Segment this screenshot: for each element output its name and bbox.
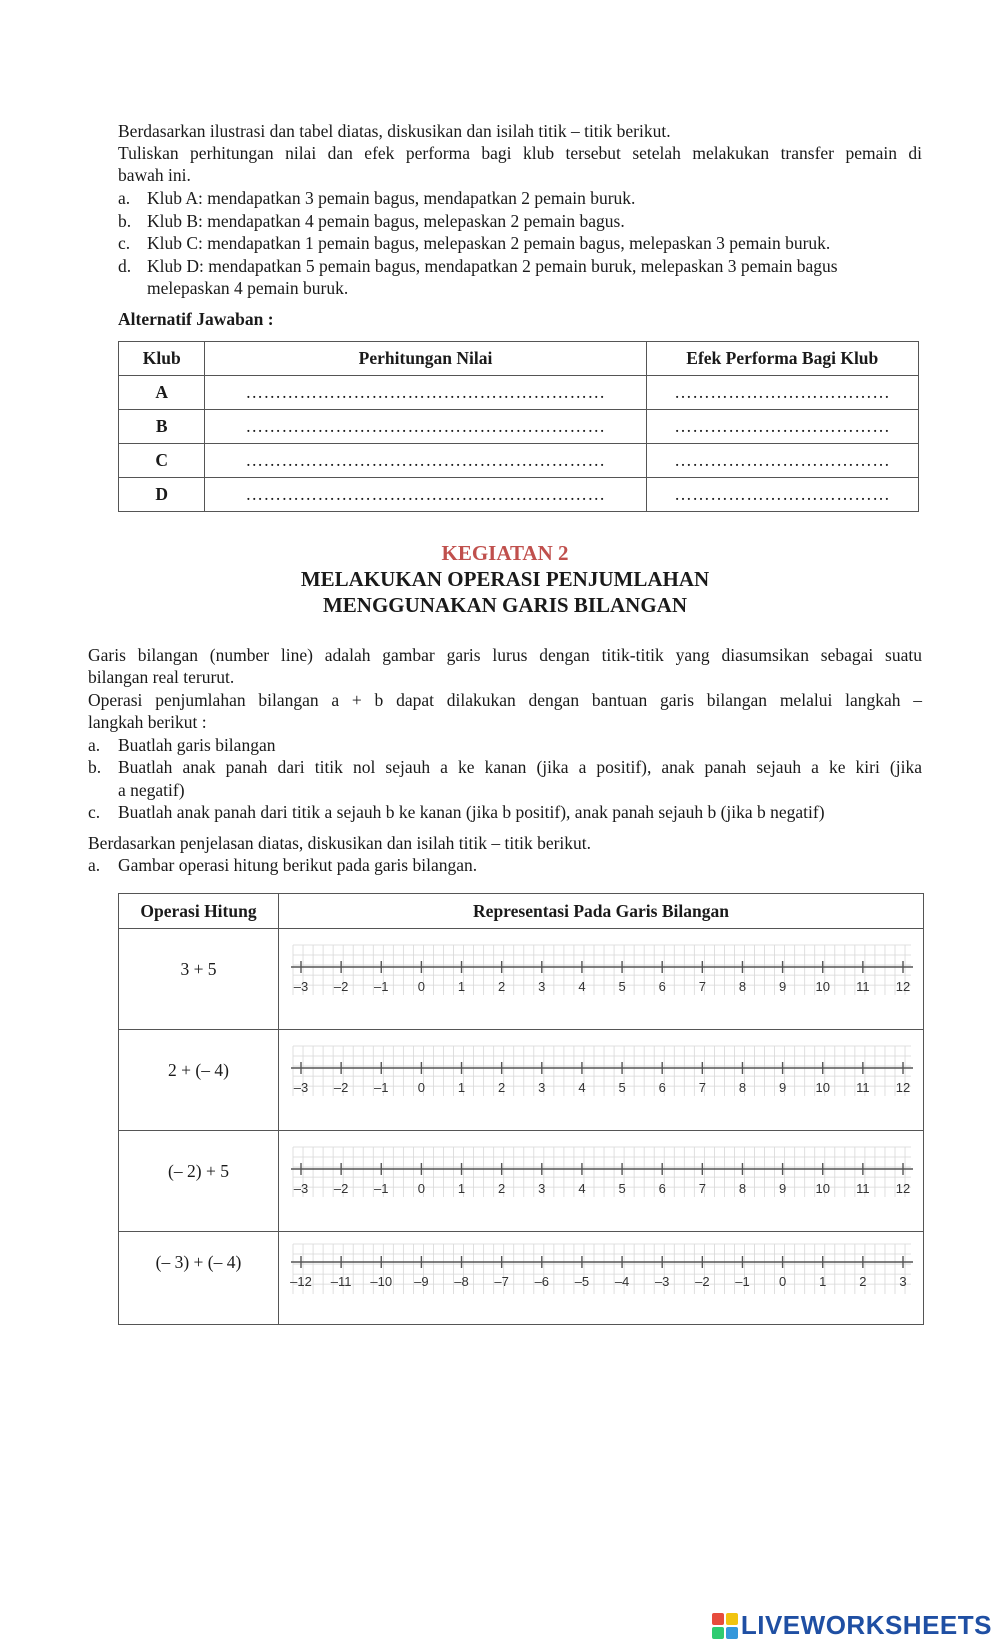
table-row [119,1030,924,1131]
tick-label: 1 [819,1274,827,1289]
nilai-input-c[interactable]: …………………………………………………… [205,444,646,478]
tick-label: 2 [859,1274,867,1289]
tick-label: 10 [815,979,830,994]
table-row [119,1131,924,1232]
section-title-2: MENGGUNAKAN GARIS BILANGAN [322,593,688,617]
body-p1b: bilangan real terurut. [88,667,235,687]
p3-item-marker: a. [88,855,101,875]
tick-label: –2 [333,1181,349,1196]
intro-item-d-marker: d. [118,256,132,276]
tick-label: 3 [538,1080,546,1095]
logo-square-yellow [726,1613,738,1625]
tick-label: –2 [333,1080,349,1095]
intro-line-2b: bawah ini. [118,165,191,185]
tick-label: 4 [578,1080,586,1095]
step-a-marker: a. [88,735,101,755]
tick-label: 11 [856,1181,870,1196]
tick-label: 2 [498,1080,506,1095]
step-b-cont: a negatif) [118,780,185,800]
tick-label: 11 [856,1080,870,1095]
tick-label: 12 [895,1181,911,1196]
table-row [119,929,924,1030]
number-line-table-header [119,894,924,929]
number-line-cell[interactable] [279,1131,924,1232]
tick-label: –5 [574,1274,590,1289]
tick-label: –3 [293,1080,309,1095]
step-c: Buatlah anak panah dari titik a sejauh b ke kanan (jika b positif), anak panah sejauh b (jika b negatif) [118,802,825,822]
tick-label: 7 [698,979,706,994]
nilai-input-b[interactable]: …………………………………………………… [205,410,646,444]
tick-label: –2 [333,979,349,994]
tick-label: –3 [293,1181,309,1196]
table-row [119,376,919,410]
tick-label: 5 [618,1181,626,1196]
body-p2a: Operasi penjumlahan bilangan a + b dapat dilakukan dengan bantuan garis bilangan melalui langkah – [88,690,922,710]
tick-label: 9 [778,1080,787,1095]
tick-label: 4 [578,1181,586,1196]
table-row [119,478,919,512]
tick-label: –12 [290,1274,312,1289]
answer-table-header [119,342,919,376]
tick-label: 3 [538,979,546,994]
operasi-cell: 3 + 5 [119,929,279,1030]
tick-label: 3 [538,1181,546,1196]
tick-label: 6 [658,1080,666,1095]
tick-label: 10 [815,1080,830,1095]
tick-label: –3 [293,979,309,994]
tick-label: 2 [498,1181,506,1196]
tick-label: 12 [895,1080,911,1095]
intro-line-1: Berdasarkan ilustrasi dan tabel diatas, diskusikan dan isilah titik – titik berikut. [118,121,671,141]
tick-label: 10 [815,1181,830,1196]
tick-label: 3 [899,1274,907,1289]
tick-label: –2 [695,1274,710,1289]
tick-label: 8 [738,1181,747,1196]
tick-label: 6 [658,979,666,994]
table-row [119,444,919,478]
header-representasi: Representasi Pada Garis Bilangan [279,894,924,929]
intro-item-a: Klub A: mendapatkan 3 pemain bagus, mendapatkan 2 pemain buruk. [147,188,636,208]
step-b: Buatlah anak panah dari titik nol sejauh a ke kanan (jika a positif), anak panah sejauh a ke kiri (jika [118,757,922,777]
logo-square-green [712,1627,724,1639]
section-title-1: MELAKUKAN OPERASI PENJUMLAHAN [300,567,710,591]
tick-label: 1 [457,979,466,994]
klub-cell: C [119,444,205,478]
intro-item-a-marker: a. [118,188,131,208]
number-line-cell[interactable] [279,1030,924,1131]
step-c-marker: c. [88,802,101,822]
tick-label: –1 [735,1274,750,1289]
body-p3: Berdasarkan penjelasan diatas, diskusikan dan isilah titik – titik berikut. [88,833,592,853]
tick-label: 0 [417,1080,426,1095]
logo-text: LIVEWORKSHEETS [740,1610,992,1640]
tick-label: –11 [330,1274,352,1289]
answer-heading: Alternatif Jawaban : [118,309,274,329]
tick-label: 0 [417,1181,426,1196]
number-line-drawing-area[interactable] [279,1030,923,1125]
step-b-marker: b. [88,757,102,777]
tick-label: 8 [738,1080,747,1095]
klub-cell: A [119,376,205,410]
nilai-input-d[interactable]: …………………………………………………… [205,478,646,512]
liveworksheets-logo-icon [712,1613,738,1639]
tick-label: –1 [374,1181,389,1196]
nilai-input-a[interactable]: …………………………………………………… [205,376,646,410]
number-line-drawing-area[interactable] [279,929,923,1024]
operasi-cell: (– 2) + 5 [119,1131,279,1232]
tick-label: 7 [698,1080,706,1095]
tick-label: 2 [498,979,506,994]
tick-label: –1 [374,1080,389,1095]
header-klub: Klub [119,342,205,376]
efek-input-b[interactable]: ……………………………… [646,410,918,444]
header-operasi: Operasi Hitung [119,894,279,929]
intro-item-b-marker: b. [118,211,132,231]
intro-item-d: Klub D: mendapatkan 5 pemain bagus, mendapatkan 2 pemain buruk, melepaskan 3 pemain bagus [147,256,838,276]
intro-item-c: Klub C: mendapatkan 1 pemain bagus, melepaskan 2 pemain bagus, melepaskan 3 pemain buruk. [147,233,831,253]
tick-label: –6 [534,1274,550,1289]
table-row [119,410,919,444]
number-line-table [118,893,924,1325]
tick-label: 1 [457,1080,466,1095]
header-perhitungan: Perhitungan Nilai [205,342,646,376]
header-efek: Efek Performa Bagi Klub [646,342,918,376]
intro-line-2a: Tuliskan perhitungan nilai dan efek performa bagi klub tersebut setelah melakukan transfer pemain di [118,143,922,163]
klub-cell: B [119,410,205,444]
tick-label: 8 [738,979,747,994]
answer-table [118,341,919,512]
tick-label: –8 [454,1274,469,1289]
tick-label: –4 [614,1274,630,1289]
tick-label: 12 [895,979,911,994]
intro-item-d-cont: melepaskan 4 pemain buruk. [147,278,349,298]
step-a: Buatlah garis bilangan [118,735,276,755]
p3-item: Gambar operasi hitung berikut pada garis bilangan. [118,855,478,875]
tick-label: 4 [578,979,586,994]
tick-label: 11 [856,979,870,994]
tick-label: 0 [778,1274,787,1289]
tick-label: 0 [417,979,426,994]
tick-label: 7 [698,1181,706,1196]
number-line-cell[interactable] [279,1232,924,1325]
tick-label: 5 [618,1080,626,1095]
intro-item-c-marker: c. [118,233,131,253]
tick-label: –3 [654,1274,670,1289]
operasi-cell: 2 + (– 4) [119,1030,279,1131]
efek-input-c[interactable]: ……………………………… [646,444,918,478]
body-p1a: Garis bilangan (number line) adalah gambar garis lurus dengan titik-titik yang diasumsikan sebagai suatu [88,645,922,665]
number-line-drawing-area[interactable] [279,1232,923,1319]
tick-label: 5 [618,979,626,994]
tick-label: –9 [414,1274,429,1289]
klub-cell: D [119,478,205,512]
efek-input-a[interactable]: ……………………………… [646,376,918,410]
operasi-cell: (– 3) + (– 4) [119,1232,279,1325]
section-label: KEGIATAN 2 [441,541,569,565]
table-row [119,1232,924,1325]
tick-label: –7 [494,1274,509,1289]
tick-label: 9 [778,979,787,994]
number-line-drawing-area[interactable] [279,1131,923,1226]
intro-item-b: Klub B: mendapatkan 4 pemain bagus, melepaskan 2 pemain bagus. [147,211,625,231]
tick-label: 1 [457,1181,466,1196]
tick-label: –10 [370,1274,393,1289]
logo-square-red [712,1613,724,1625]
efek-input-d[interactable]: ……………………………… [646,478,918,512]
body-p2b: langkah berikut : [88,712,207,732]
tick-label: –1 [374,979,389,994]
tick-label: 6 [658,1181,666,1196]
liveworksheets-logo [712,1610,992,1641]
tick-label: 9 [778,1181,787,1196]
logo-square-blue [726,1627,738,1639]
number-line-cell[interactable] [279,929,924,1030]
